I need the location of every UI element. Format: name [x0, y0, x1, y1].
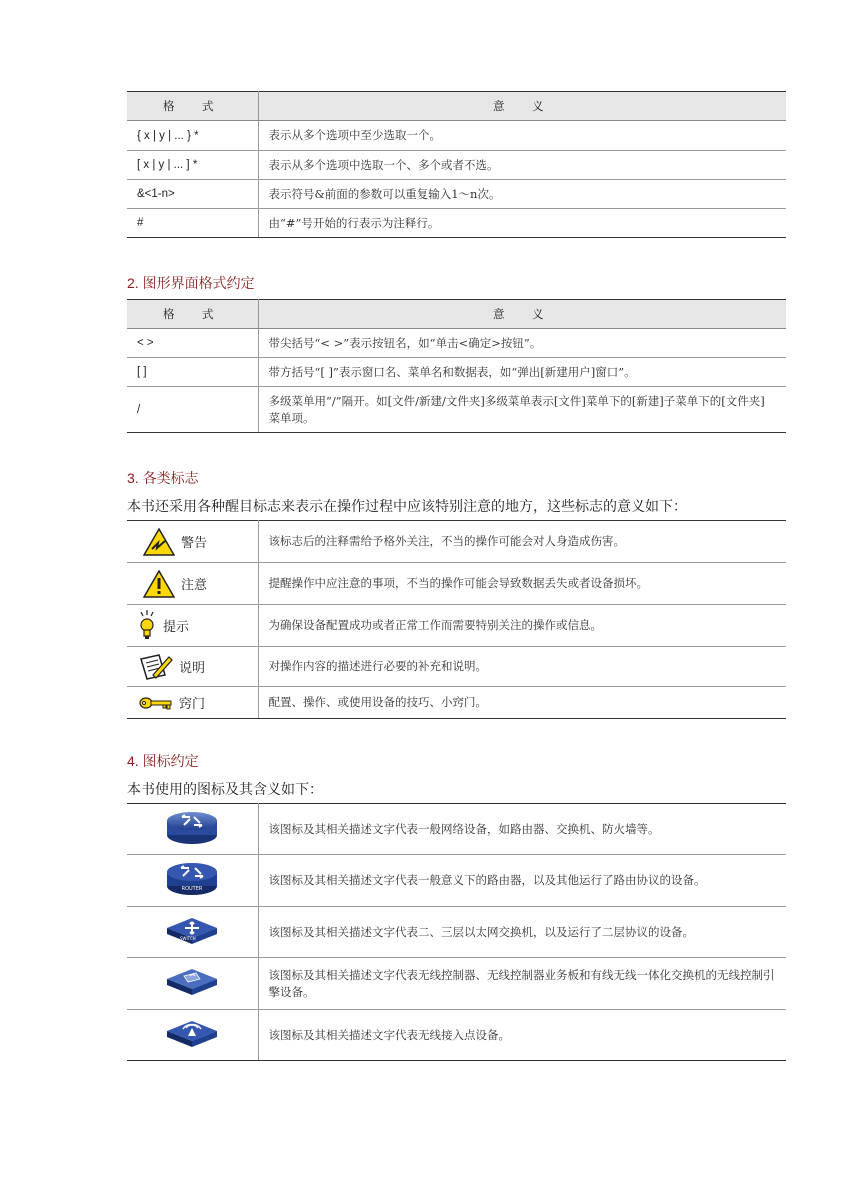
- sign-description: 该标志后的注释需给予格外关注，不当的操作可能会对人身造成伤害。: [258, 521, 786, 563]
- note-pencil-icon: [139, 653, 173, 681]
- device-description: 该图标及其相关描述文字代表二、三层以太网交换机，以及运行了二层协议的设备。: [258, 907, 786, 958]
- device-description: 该图标及其相关描述文字代表无线接入点设备。: [258, 1010, 786, 1061]
- sign-description: 对操作内容的描述进行必要的补充和说明。: [258, 647, 786, 687]
- table-row: [127, 563, 786, 605]
- caution-icon: [143, 570, 175, 598]
- table-row: [127, 855, 786, 907]
- device-icons-table: [127, 803, 786, 1061]
- table-row: [127, 804, 786, 855]
- format-cell: < >: [127, 329, 258, 358]
- table-row: [127, 907, 786, 958]
- table-row: [127, 329, 786, 358]
- lightbulb-icon: [137, 610, 157, 642]
- sign-label-caution: 注意: [181, 577, 208, 592]
- table-header-row: [127, 92, 786, 121]
- meaning-cell: 表示从多个选项中选取一个、多个或者不选。: [258, 151, 786, 180]
- meaning-cell: 表示从多个选项中至少选取一个。: [258, 121, 786, 151]
- header-format: 格 式: [127, 92, 258, 121]
- section-3-heading: 3. 各类标志: [127, 470, 199, 486]
- meaning-cell: 带方括号“[ ]”表示窗口名、菜单名和数据表，如“弹出[新建用户]窗口”。: [258, 358, 786, 387]
- table-row: [127, 387, 786, 433]
- router-badge: ROUTER: [181, 886, 203, 892]
- header-format: 格 式: [127, 300, 258, 329]
- table-row: [127, 647, 786, 687]
- warning-shock-icon: [143, 528, 175, 556]
- format-cell: #: [127, 209, 258, 238]
- table-row: [127, 958, 786, 1010]
- switch-badge: SWITCH: [180, 935, 196, 941]
- meaning-cell: 由“#”号开始的行表示为注释行。: [258, 209, 786, 238]
- sign-label-warning: 警告: [181, 535, 208, 550]
- table-header-row: [127, 300, 786, 329]
- table-row: [127, 151, 786, 180]
- table-row: [127, 180, 786, 209]
- gui-format-table: [127, 299, 786, 433]
- section-2-heading: 2. 图形界面格式约定: [127, 275, 255, 291]
- table-row: [127, 687, 786, 719]
- key-icon: [139, 696, 173, 710]
- format-cell: /: [127, 387, 258, 433]
- wireless-controller-icon: [166, 967, 218, 1000]
- sign-description: 配置、操作、或使用设备的技巧、小窍门。: [258, 687, 786, 719]
- device-description: 该图标及其相关描述文字代表一般网络设备，如路由器、交换机、防火墙等。: [258, 804, 786, 855]
- header-meaning: 意 义: [258, 92, 786, 121]
- sign-label-note: 说明: [179, 660, 206, 675]
- switch-icon: [166, 916, 218, 949]
- table-row: [127, 358, 786, 387]
- section-4-heading: 4. 图标约定: [127, 753, 199, 769]
- table-row: [127, 521, 786, 563]
- section-4-intro: 本书使用的图标及其含义如下：: [127, 782, 323, 798]
- sign-description: 为确保设备配置成功或者正常工作而需要特别关注的操作或信息。: [258, 605, 786, 647]
- meaning-cell: 多级菜单用“/”隔开。如[文件/新建/文件夹]多级菜单表示[文件]菜单下的[新建]子菜单下的[文件夹]菜单项。: [258, 387, 786, 433]
- table-row: [127, 121, 786, 151]
- table-row: [127, 1010, 786, 1061]
- sign-label-tip: 提示: [163, 619, 190, 634]
- sign-description: 提醒操作中应注意的事项，不当的操作可能会导致数据丢失或者设备损坏。: [258, 563, 786, 605]
- format-cell: [ ]: [127, 358, 258, 387]
- command-format-table: [127, 91, 786, 238]
- device-description: 该图标及其相关描述文字代表无线控制器、无线控制器业务板和有线无线一体化交换机的无线控制引擎设备。: [258, 958, 786, 1010]
- router-icon: [166, 862, 218, 899]
- meaning-cell: 带尖括号“< >”表示按钮名，如“单击<确定>按钮”。: [258, 329, 786, 358]
- signs-table: [127, 520, 786, 719]
- format-cell: &<1-n>: [127, 180, 258, 209]
- device-description: 该图标及其相关描述文字代表一般意义下的路由器，以及其他运行了路由协议的设备。: [258, 855, 786, 907]
- section-3-intro: 本书还采用各种醒目标志来表示在操作过程中应该特别注意的地方，这些标志的意义如下：: [127, 499, 687, 515]
- table-row: [127, 605, 786, 647]
- meaning-cell: 表示符号&前面的参数可以重复输入1～n次。: [258, 180, 786, 209]
- format-cell: [ x | y | ... ] *: [127, 151, 258, 180]
- network-device-icon: [166, 811, 218, 848]
- header-meaning: 意 义: [258, 300, 786, 329]
- table-row: [127, 209, 786, 238]
- access-point-icon: [166, 1019, 218, 1052]
- format-cell: { x | y | ... } *: [127, 121, 258, 151]
- sign-label-trick: 窍门: [179, 696, 206, 711]
